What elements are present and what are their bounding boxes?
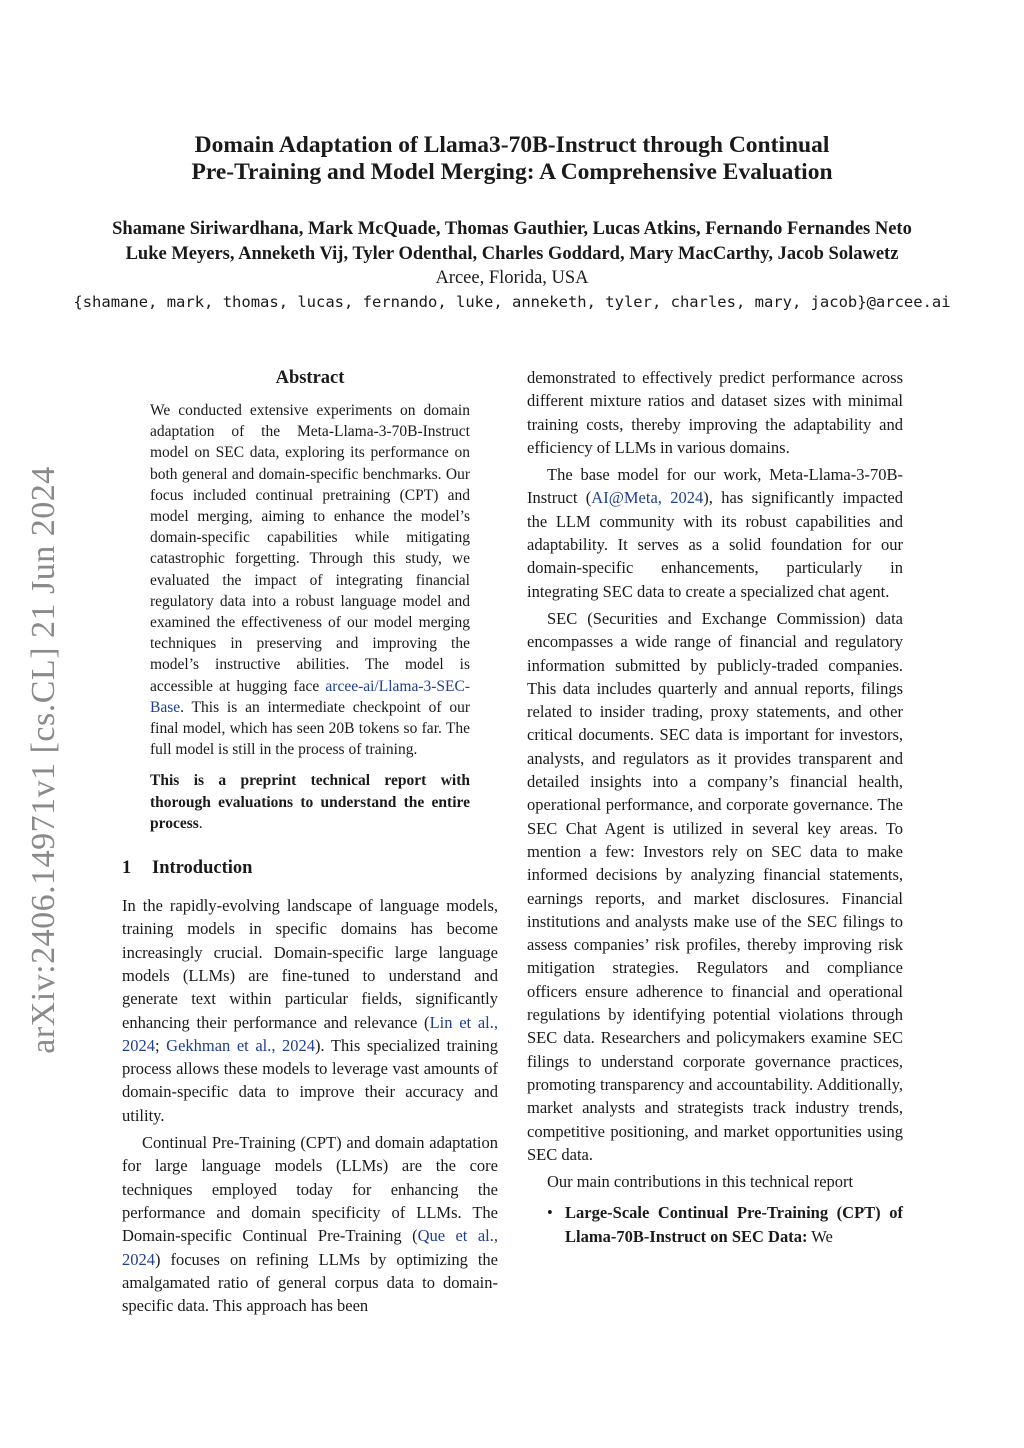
author-list (0, 217, 1024, 267)
title-line-1: Domain Adaptation of Llama3-70B-Instruct through Continual (194, 132, 830, 158)
arxiv-sidebar (14, 460, 74, 1060)
intro-p2-text-a: Continual Pre-Training (CPT) and domain adaptation for large language models (LLMs) are the core techniques employed today for enhancing the performance and domain specificity of LLMs. The Domain-specific Continual Pre-Training ( (122, 1133, 498, 1246)
authors-line-1: Shamane Siriwardhana, Mark McQuade, Thomas Gauthier, Lucas Atkins, Fernando Fernandes Neto (112, 219, 912, 239)
intro-p1-text-b: ). This specialized training process allows these models to leverage vast amounts of domain-specific data to improve their accuracy and utility. (122, 1035, 498, 1125)
abstract-body (150, 400, 470, 760)
intro-p2-text-b: ) focuses on refining LLMs by optimizing the amalgamated ratio of general corpus data to domain-specific data. This approach has been (122, 1249, 498, 1316)
author-emails: {shamane, mark, thomas, lucas, fernando, luke, anneketh, tyler, charles, mary, jacob}@arcee.ai (73, 293, 951, 311)
section-number: 1 (122, 858, 132, 879)
right-p1-text-b: ), has significantly impacted the LLM community with its robust capabilities and adaptability. It serves as a solid foundation for our domain-specific enhancements, particularly in integrating SEC data to create a specialized chat agent. (527, 488, 903, 601)
right-paragraph-2: SEC (Securities and Exchange Commission) data encompasses a wide range of financial and regulatory information submitted by publicly-traded companies. This data includes quarterly and annual reports, filings related to insider trading, proxy statements, and other critical documents. SEC data is important for investors, analysts, and regulators as it provides transparent and detailed insights into a company’s financial health, operational performance, and corporate governance. The SEC Chat Agent is utilized in several key areas. To mention a few: Investors rely on SEC data to make informed decisions by analyzing financial statements, earnings reports, and market disclosures. Financial institutions and analysts make use of the SEC filings to assess companies’ risk profiles, thereby improving risk mitigation strategies. Regulators and compliance officers ensure adherence to financial and operational regulations by identifying potential violations through SEC data. Researchers and policymakers examine SEC filings to understand corporate governance practices, promoting transparency and accountability. Additionally, market analysts and strategists track industry trends, competitive positioning, and market opportunities using SEC data. (527, 608, 903, 1164)
citation-meta[interactable]: AI@Meta, 2024 (591, 488, 704, 508)
preprint-note (150, 770, 470, 834)
contribution-text: We (807, 1226, 833, 1246)
contribution-bold: Large-Scale Continual Pre-Training (CPT) of Llama-70B-Instruct on SEC Data: (565, 1203, 903, 1246)
arxiv-identifier: arXiv:2406.14971v1 [cs.CL] 21 Jun 2024 (25, 466, 62, 1054)
affiliation: Arcee, Florida, USA (435, 268, 589, 288)
preprint-note-end: . (198, 814, 203, 832)
right-paragraph-0: demonstrated to effectively predict performance across different mixture ratios and dataset sizes with minimal training costs, thereby improving the adaptability and efficiency of LLMs in various domains. (527, 368, 903, 457)
citation-separator: ; (155, 1035, 167, 1055)
contribution-item (527, 1201, 903, 1248)
section-heading-introduction (122, 856, 498, 880)
paper-title (0, 132, 1024, 186)
section-title: Introduction (152, 858, 253, 879)
right-p1-text-a: The base model for our work, Meta-Llama-3-70B-Instruct ( (527, 465, 903, 508)
title-line-2: Pre-Training and Model Merging: A Comprehensive Evaluation (191, 159, 833, 185)
abstract-heading: Abstract (275, 368, 345, 388)
intro-paragraph-1 (122, 894, 498, 1127)
bullet-icon: • (547, 1203, 553, 1223)
citation-gekhman[interactable]: Gekhman et al., 2024 (166, 1035, 316, 1055)
citation-lin[interactable]: Lin et al., 2024 (122, 1012, 498, 1055)
intro-paragraph-2 (122, 1131, 498, 1317)
huggingface-link[interactable]: arcee-ai/Llama-3-SEC-Base (150, 677, 470, 716)
intro-p1-text-a: In the rapidly-evolving landscape of language models, training models in specific domains has become increasingly crucial. Domain-specific large language models (LLMs) are fine-tuned to understand and generate text within particular fields, significantly enhancing their performance and relevance ( (122, 896, 498, 1032)
abstract-text-a: We conducted extensive experiments on domain adaptation of the Meta-Llama-3-70B-Instruct model on SEC data, exploring its performance on both general and domain-specific benchmarks. Our focus included continual pretraining (CPT) and model merging, aiming to enhance the model’s domain-specific capabilities while mitigating catastrophic forgetting. Through this study, we evaluated the impact of integrating financial regulatory data into a robust language model and examined the effectiveness of our model merging techniques in preserving and improving the model’s instructive abilities. The model is accessible at hugging face (150, 402, 470, 695)
authors-line-2: Luke Meyers, Anneketh Vij, Tyler Odenthal, Charles Goddard, Mary MacCarthy, Jacob Solawetz (125, 244, 899, 264)
left-column (122, 366, 498, 1317)
abstract-text-b: . This is an intermediate checkpoint of our final model, which has seen 20B tokens so far. The full model is still in the process of training. (150, 698, 470, 759)
right-column (527, 366, 903, 1248)
right-paragraph-3: Our main contributions in this technical report (547, 1172, 854, 1192)
contribution-list (527, 1201, 903, 1248)
preprint-note-bold: This is a preprint technical report with thorough evaluations to understand the entire process (150, 772, 470, 832)
right-paragraph-1 (527, 463, 903, 603)
citation-que[interactable]: Que et al., 2024 (122, 1226, 498, 1269)
